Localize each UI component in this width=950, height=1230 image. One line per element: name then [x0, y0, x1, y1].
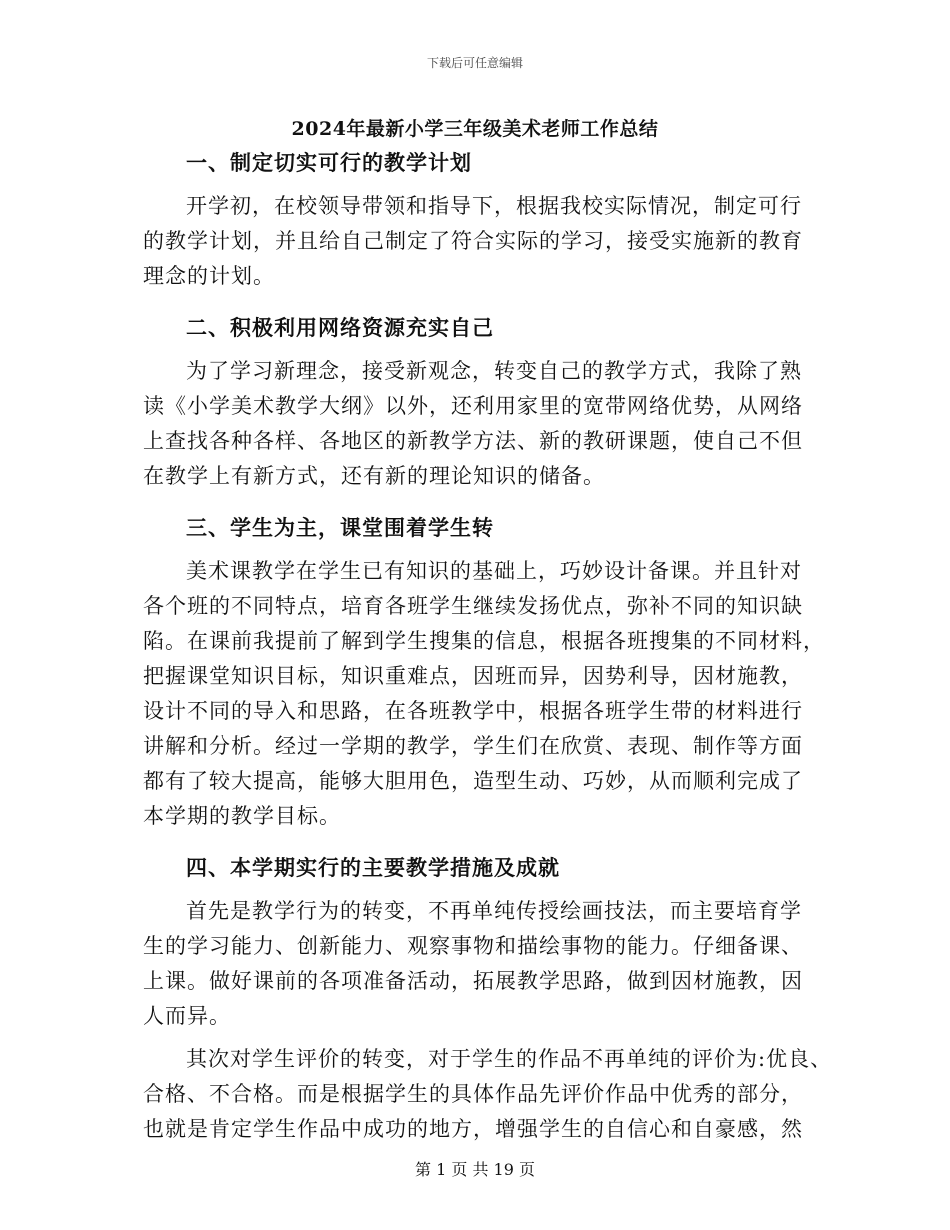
text-line: 各个班的不同特点，培育各班学生继续发扬优点，弥补不同的知识缺 [143, 594, 803, 618]
text-line: 理念的计划。 [143, 264, 275, 288]
text-line: 合格、不合格。而是根据学生的具体作品先评价作品中优秀的部分， [143, 1082, 803, 1106]
section-heading: 四、本学期实行的主要教学措施及成就 [186, 855, 560, 880]
text-line: 的教学计划，并且给自己制定了符合实际的学习，接受实施新的教育 [143, 229, 803, 253]
paragraph [143, 896, 833, 1036]
section-heading: 一、制定切实可行的教学计划 [186, 150, 472, 175]
text-line: 陷。在课前我提前了解到学生搜集的信息，根据各班搜集的不同材料， [143, 629, 825, 653]
text-line: 其次对学生评价的转变，对于学生的作品不再单纯的评价为:优良、 [186, 1047, 833, 1071]
text-line: 在教学上有新方式，还有新的理论知识的储备。 [143, 464, 605, 488]
paragraph [143, 356, 833, 496]
text-line: 都有了较大提高，能够大胆用色，造型生动、巧妙，从而顺利完成了 [143, 769, 803, 793]
text-line: 人而异。 [143, 1004, 231, 1028]
section-heading: 二、积极利用网络资源充实自己 [186, 315, 494, 340]
document-title: 2024年最新小学三年级美术老师工作总结 [291, 118, 659, 140]
text-line: 为了学习新理念，接受新观念，转变自己的教学方式，我除了熟 [186, 359, 802, 383]
paragraph [143, 1044, 833, 1149]
text-line: 也就是肯定学生作品中成功的地方，增强学生的自信心和自豪感，然 [143, 1117, 803, 1141]
text-line: 首先是教学行为的转变，不再单纯传授绘画技法，而主要培育学 [186, 899, 802, 923]
text-line: 生的学习能力、创新能力、观察事物和描绘事物的能力。仔细备课、 [143, 934, 803, 958]
text-line: 讲解和分析。经过一学期的教学，学生们在欣赏、表现、制作等方面 [143, 734, 803, 758]
section-heading: 三、学生为主，课堂围着学生转 [186, 515, 494, 540]
page-footer: 第 1 页 共 19 页 [415, 1160, 535, 1179]
text-line: 美术课教学在学生已有知识的基础上，巧妙设计备课。并且针对 [186, 559, 802, 583]
document-body [143, 148, 833, 1149]
text-line: 读《小学美术教学大纲》以外，还利用家里的宽带网络优势，从网络 [143, 394, 803, 418]
text-line: 上查找各种各样、各地区的新教学方法、新的教研课题，使自己不但 [143, 429, 803, 453]
text-line: 设计不同的导入和思路，在各班教学中，根据各班学生带的材料进行 [143, 699, 803, 723]
paragraph [143, 191, 833, 296]
text-line: 本学期的教学目标。 [143, 804, 341, 828]
text-line: 把握课堂知识目标，知识重难点，因班而异，因势利导，因材施教， [143, 664, 803, 688]
text-line: 上课。做好课前的各项准备活动，拓展教学思路，做到因材施教，因 [143, 969, 803, 993]
text-line: 开学初，在校领导带领和指导下，根据我校实际情况，制定可行 [186, 194, 802, 218]
paragraph [143, 556, 833, 836]
page-header: 下载后可任意编辑 [426, 56, 523, 70]
